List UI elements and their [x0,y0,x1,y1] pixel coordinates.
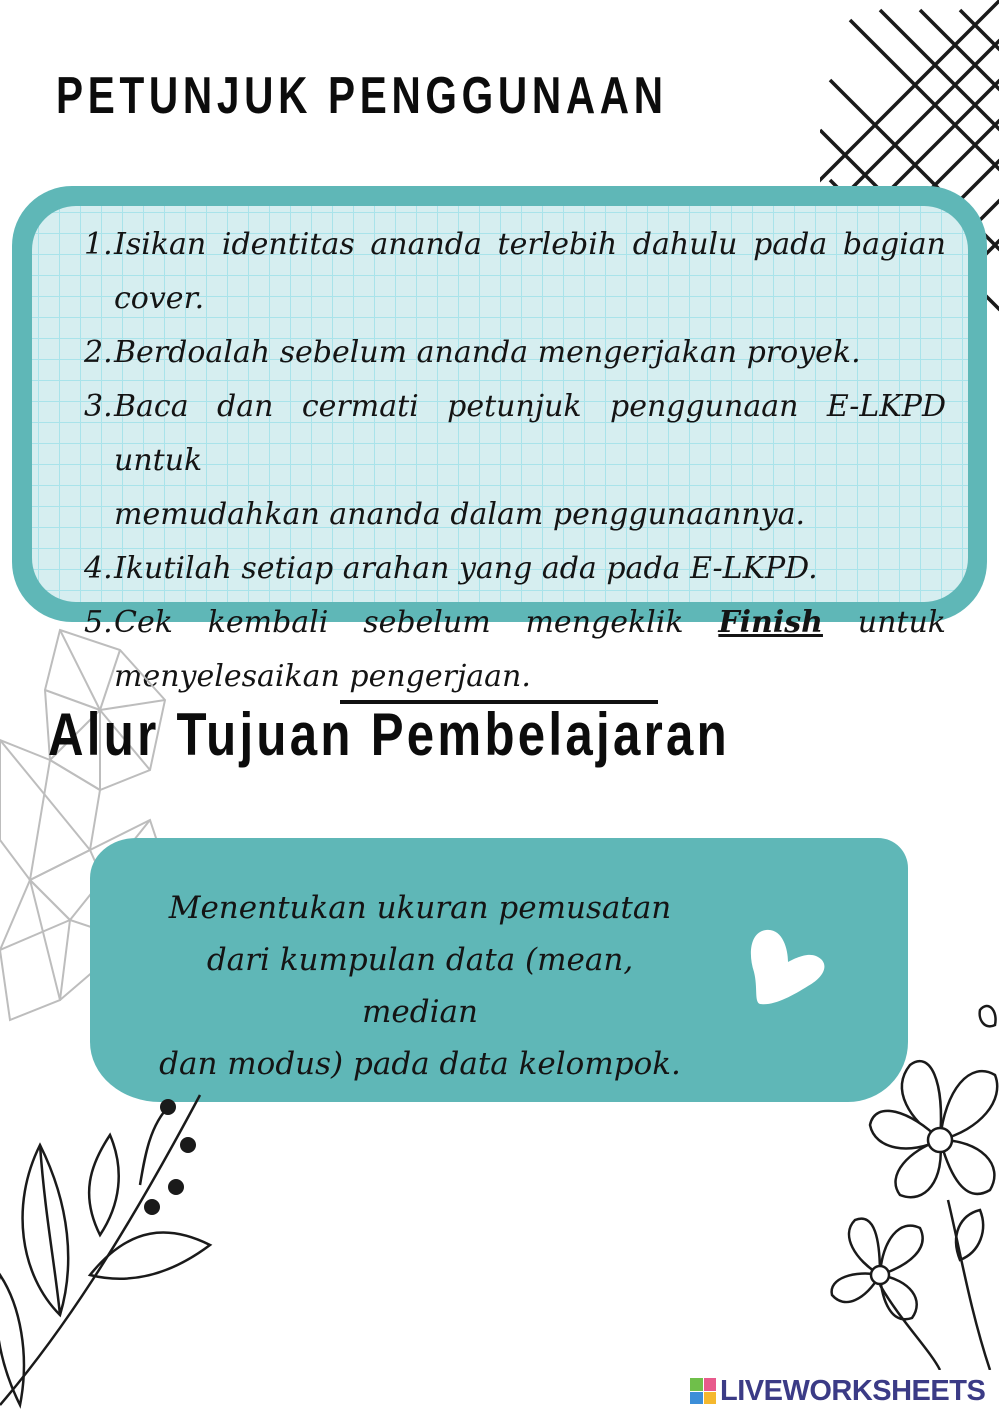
goal-line: dari kumpulan data (mean, median [206,942,634,1030]
flower-icon [820,990,999,1370]
item-text-before: Cek kembali sebelum mengeklik [114,605,684,640]
page-title: PETUNJUK PENGGUNAAN [56,67,668,125]
item-text-after: untuk [857,605,946,640]
item-number: 3. [84,389,113,424]
list-item [84,326,946,380]
item-text-line-2: menyelesaikan pengerjaan. [114,659,531,694]
goal-title: Alur Tujuan Pembelajaran [48,701,731,768]
goal-line: Menentukan ukuran pemusatan [168,890,672,926]
list-item [84,218,946,326]
item-text-line-2: memudahkan ananda dalam penggunaannya. [114,497,806,532]
item-number: 5. [84,605,113,640]
item-number: 1. [84,227,113,262]
item-text: Ikutilah setiap arahan yang ada pada E-LKPD. [114,551,818,586]
item-text: Isikan identitas ananda terlebih dahulu pada bagian cover. [114,227,946,316]
list-item [84,596,946,704]
list-item [84,542,946,596]
liveworksheets-logo-icon [690,1378,716,1404]
item-text: Berdoalah sebelum ananda mengerjakan proyek. [114,335,861,370]
item-number: 4. [84,551,113,586]
leaf-branch-icon [0,1075,240,1415]
list-item [84,380,946,542]
item-number: 2. [84,335,113,370]
brand-name: LIVEWORKSHEETS [720,1374,986,1407]
finish-keyword: Finish [718,605,823,640]
goal-text [150,882,690,1090]
item-text-line-1: Baca dan cermati petunjuk penggunaan E-LKPD untuk [114,389,946,478]
heart-icon [748,926,828,1008]
item-text-line-1 [114,596,946,650]
instructions-list [84,218,946,704]
brand-footer [690,1373,985,1409]
goal-line: dan modus) pada data kelompok. [159,1046,681,1082]
